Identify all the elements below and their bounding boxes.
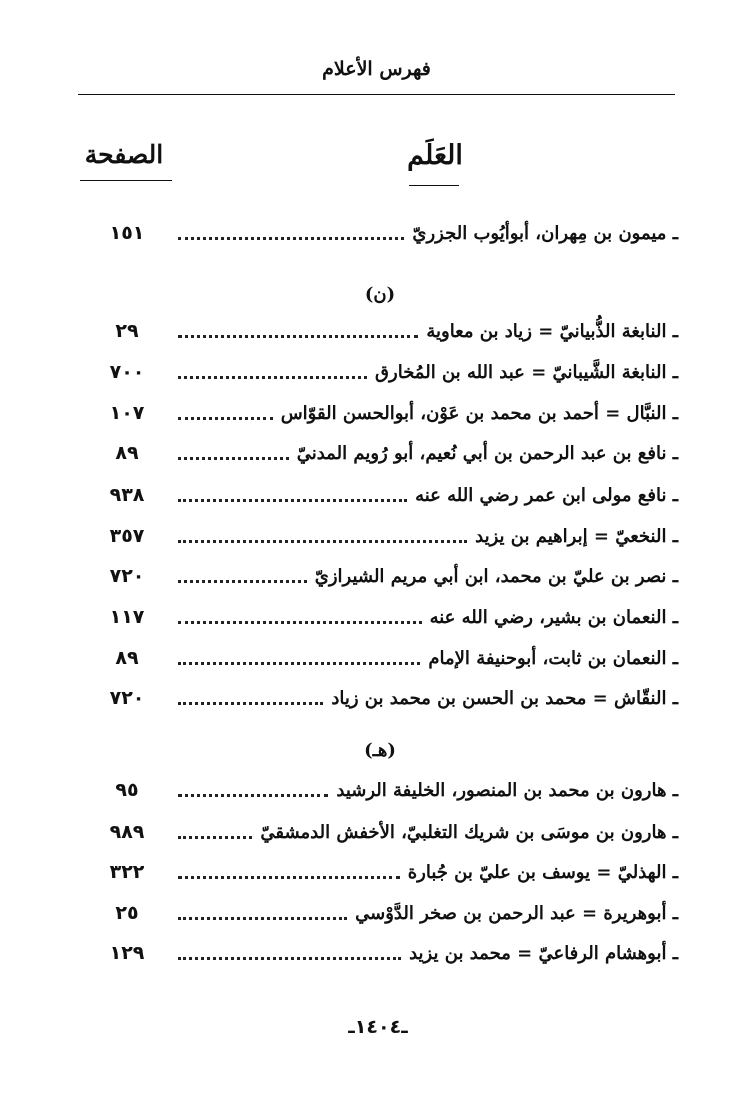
entry-page-number: ٩٣٨	[109, 484, 145, 506]
entry-name: ـ النعمان بن ثابت، أبوحنيفة الإمام	[428, 647, 678, 669]
index-entry	[100, 438, 678, 468]
index-entry	[100, 398, 678, 428]
column-heading-name: العَلَم	[407, 140, 463, 171]
entry-page-number: ١٥١	[109, 222, 145, 244]
leader-dots	[178, 580, 307, 583]
entry-page-number: ١٠٧	[109, 402, 145, 424]
leader-dots	[178, 237, 404, 240]
entry-page-number: ٧٢٠	[109, 565, 145, 587]
entry-page-number: ٨٩	[115, 647, 139, 669]
entry-name: ـ النابغة الذُّبيانيّ = زياد بن معاوية	[426, 320, 678, 342]
entry-page-number: ٢٥	[115, 902, 139, 924]
leader-dots	[178, 417, 273, 420]
entry-name: ـ أبوهشام الرفاعيّ = محمد بن يزيد	[409, 942, 678, 964]
entry-page-number: ١١٧	[109, 606, 145, 628]
leader-dots	[178, 621, 422, 624]
entry-name: ـ الهذليّ = يوسف بن عليّ بن جُبارة	[407, 861, 678, 883]
leader-dots	[178, 499, 407, 502]
index-entry	[100, 480, 678, 510]
header-rule	[78, 94, 675, 95]
index-entry	[100, 316, 678, 346]
entry-name: ـ نصر بن عليّ بن محمد، ابن أبي مريم الشيرازيّ	[314, 565, 678, 587]
page-number: ـ١٤٠٤ـ	[348, 1016, 408, 1038]
leader-dots	[178, 376, 367, 379]
column-heading-page: الصفحة	[84, 140, 164, 169]
entry-name: ـ نافع بن عبد الرحمن بن أبي نُعيم، أبو رُويم المدنيّ	[296, 442, 678, 464]
index-entry	[100, 561, 678, 591]
entry-page-number: ٨٩	[115, 442, 139, 464]
entry-name: ـ أبوهريرة = عبد الرحمن بن صخر الدَّوْسي	[355, 902, 678, 924]
entry-name: ـ النابغة الشَّيبانيّ = عبد الله بن المُخارق	[375, 361, 678, 383]
leader-dots	[178, 457, 289, 460]
index-entry	[100, 775, 678, 805]
section-letter-ha: (هـ)	[364, 740, 396, 761]
entry-name: ـ ميمون بن مِهران، أبوأيُوب الجزريّ	[412, 222, 678, 244]
entry-page-number: ١٢٩	[109, 942, 145, 964]
entry-page-number: ٧٠٠	[109, 361, 145, 383]
entry-name: ـ النخعيّ = إبراهيم بن يزيد	[475, 525, 678, 547]
index-entry	[100, 683, 678, 713]
leader-dots	[178, 335, 418, 338]
entry-name: ـ هارون بن موسَى بن شريك التغلبيّ، الأخفش الدمشقيّ	[260, 821, 678, 843]
index-entry	[100, 938, 678, 968]
leader-dots	[178, 794, 328, 797]
leader-dots	[178, 836, 252, 839]
entry-page-number: ٩٥	[115, 779, 139, 801]
leader-dots	[178, 702, 323, 705]
section-letter-nun: (ن)	[364, 284, 396, 305]
entry-page-number: ٣٢٢	[109, 861, 145, 883]
index-entry	[100, 602, 678, 632]
entry-name: ـ نافع مولى ابن عمر رضي الله عنه	[415, 484, 678, 506]
column-heading-name-underline	[409, 185, 459, 186]
entry-name: ـ النبَّال = أحمد بن محمد بن عَوْن، أبوالحسن القوّاس	[280, 402, 678, 424]
leader-dots	[178, 957, 401, 960]
leader-dots	[178, 917, 347, 920]
entry-page-number: ٢٩	[115, 320, 139, 342]
index-entry	[100, 357, 678, 387]
index-entry	[100, 218, 678, 248]
index-entry	[100, 857, 678, 887]
index-entry	[100, 521, 678, 551]
index-entry	[100, 643, 678, 673]
index-entry	[100, 898, 678, 928]
leader-dots	[178, 876, 400, 879]
running-title: فهرس الأعلام	[322, 58, 431, 80]
entry-page-number: ٩٨٩	[109, 821, 145, 843]
column-heading-page-underline	[80, 180, 172, 181]
leader-dots	[178, 662, 420, 665]
entry-page-number: ٣٥٧	[109, 525, 145, 547]
leader-dots	[178, 540, 467, 543]
entry-name: ـ النقّاش = محمد بن الحسن بن محمد بن زياد	[331, 687, 678, 709]
entry-name: ـ النعمان بن بشير، رضي الله عنه	[429, 606, 678, 628]
entry-page-number: ٧٢٠	[109, 687, 145, 709]
entry-name: ـ هارون بن محمد بن المنصور، الخليفة الرشيد	[336, 779, 678, 801]
index-entry	[100, 817, 678, 847]
